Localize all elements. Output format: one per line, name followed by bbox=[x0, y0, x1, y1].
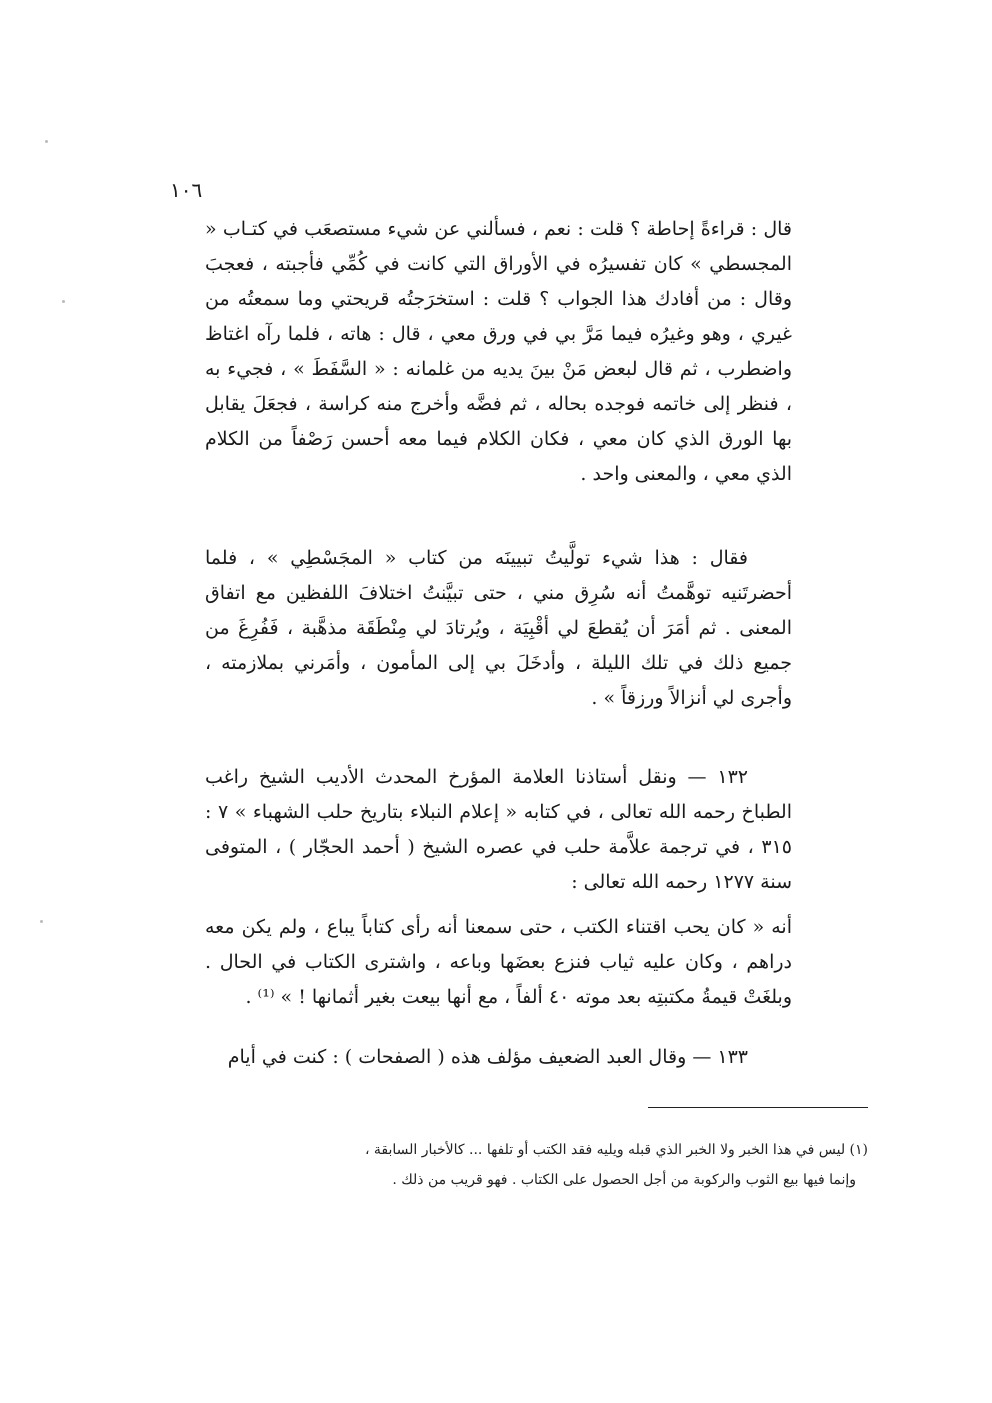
paragraph-2 bbox=[205, 541, 792, 716]
scan-speck bbox=[62, 300, 65, 303]
footnotes bbox=[220, 1135, 868, 1195]
paragraph-1 bbox=[205, 212, 792, 492]
footnote-separator bbox=[648, 1107, 868, 1108]
paragraph-4 bbox=[205, 910, 792, 1015]
page-number: ١٠٦ bbox=[170, 178, 203, 202]
paragraph-3 bbox=[205, 760, 792, 900]
scan-speck bbox=[45, 140, 48, 143]
paragraph-text: ١٣٢ — ونقل أستاذنا العلامة المؤرخ المحدث الأديب الشيخ راغب الطباخ رحمه الله تعالى ، في كتابه « إعلام النبلاء بتاريخ حلب الشهباء » ٧ : ٣١٥ ، في ترجمة علاَّمة حلب في عصره الشيخ ( أحمد الحجّار ) ، المتوفى سنة ١٢٧٧ رحمه الله تعالى : bbox=[205, 766, 792, 893]
paragraph-text: قال : قراءةً إحاطة ؟ قلت : نعم ، فسألني عن شيء مستصعَب في كتـاب « المجسطي » كان تفسيرُه في الأوراق التي كانت في كُمِّي فأجبته ، فعجبَ وقال : من أفادك هذا الجواب ؟ قلت : استخرَجتُه قريحتي وما سمعتُه من غيري ، وهو وغيرُه فيما مَرَّ بي في ورق معي ، قال : هاته ، فلما رآه اغتاظ واضطرب ، ثم قال لبعض مَنْ بينَ يديه من غلمانه : « السَّفَطَ » ، فجيء به ، فنظر إلى خاتمه فوجده بحاله ، ثم فضَّه وأخرج منه كراسة ، فجعَلَ يقابل بها الورق الذي كان معي ، فكان الكلام فيما معه أحسن رَصْفاً من الكلام الذي معي ، والمعنى واحد . bbox=[205, 218, 792, 485]
paragraph-text: ١٣٣ — وقال العبد الضعيف مؤلف هذه ( الصفحات ) : كنت في أيام bbox=[227, 1046, 748, 1068]
paragraph-5 bbox=[205, 1040, 792, 1075]
paragraph-text: أنه « كان يحب اقتناء الكتب ، حتى سمعنا أنه رأى كتاباً يباع ، ولم يكن معه دراهم ، وكان عليه ثياب فنزع بعضَها وباعه ، واشترى الكتاب في الحال . وبلغَتْ قيمةُ مكتبتِه بعد موته ٤٠ ألفاً ، مع أنها بيعت بغير أثمانها ! » ⁽¹⁾ . bbox=[205, 916, 792, 1008]
footnote-line: وإنما فيها بيع الثوب والركوبة من أجل الحصول على الكتاب . فهو قريب من ذلك . bbox=[392, 1172, 856, 1188]
footnote-line: (١) ليس في هذا الخبر ولا الخبر الذي قبله ويليه فقد الكتب أو تلفها ... كالأخبار السابقة ، bbox=[364, 1142, 868, 1158]
paragraph-text: فقال : هذا شيء تولَّيتُ تبيينَه من كتاب « المجَسْطِي » ، فلما أحضرتَنيه توهَّمتُ أنه سُرِق مني ، حتى تبيَّنتُ اختلافَ اللفظين مع اتفاق المعنى . ثم أمَرَ أن يُقطعَ لي أقْبِيَة ، ويُرتادَ لي مِنْطَقَة مذهَّبة ، فَفُرِغَ من جميع ذلك في تلك الليلة ، وأدخَلَ بي إلى المأمون ، وأمَرني بملازمته ، وأجرى لي أنزالاً ورزقاً » . bbox=[205, 547, 792, 709]
scan-speck bbox=[40, 920, 43, 923]
